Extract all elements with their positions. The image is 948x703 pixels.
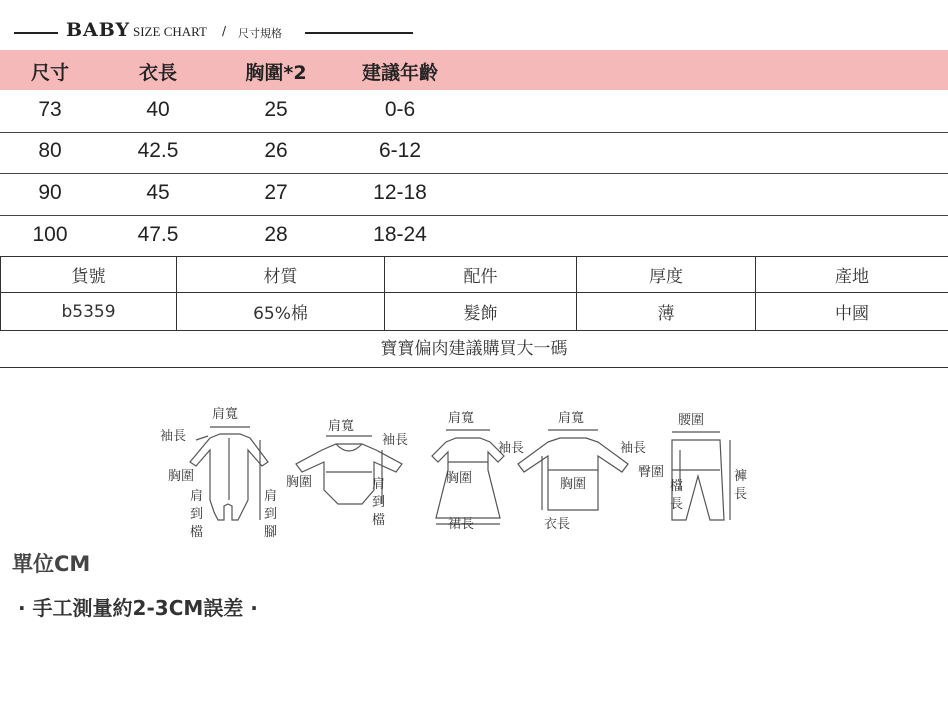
cell-size: 80	[38, 139, 62, 162]
dress-shoulder-label: 肩寬	[448, 411, 475, 426]
title-brand: BABY	[66, 19, 131, 41]
pants-waist-label: 腰圍	[678, 413, 705, 428]
cell-length: 47.5	[137, 223, 179, 246]
title-rule-left	[14, 32, 58, 34]
cell-age: 0-6	[384, 98, 416, 121]
info-header-origin: 產地	[756, 257, 948, 293]
romper-chest-label: 胸圍	[168, 469, 195, 484]
cell-size: 90	[38, 181, 62, 204]
romper-crotch-label-3: 檔	[190, 525, 204, 540]
info-header-accessory: 配件	[385, 257, 577, 293]
dress-sleeve-label: 袖長	[498, 441, 525, 456]
bodysuit-sleeve-label: 袖長	[382, 433, 409, 448]
dress-length-label: 裙長	[448, 517, 475, 532]
pants-length-label-1: 褲	[734, 469, 748, 484]
title-subtitle: SIZE CHART	[133, 24, 207, 39]
header-age: 建議年齡	[361, 62, 439, 84]
cell-length: 42.5	[137, 139, 179, 162]
romper-foot-label-2: 到	[264, 507, 278, 522]
bodysuit-crotch-label-1: 肩	[372, 477, 386, 492]
top-sleeve-label: 袖長	[620, 441, 647, 456]
info-header-row	[1, 257, 948, 293]
romper-crotch-label-1: 肩	[190, 489, 204, 504]
pants-hip-label: 臀圍	[638, 465, 665, 480]
product-info-table	[0, 256, 948, 331]
cell-size: 100	[32, 223, 68, 246]
pants-length-label-2: 長	[734, 487, 748, 502]
cell-size: 73	[38, 98, 62, 121]
cell-length: 45	[146, 181, 170, 204]
cell-age: 6-12	[378, 139, 422, 162]
info-origin: 中國	[756, 293, 948, 331]
bodysuit-crotch-label-3: 檔	[372, 513, 386, 528]
info-header-thickness: 厚度	[577, 257, 756, 293]
size-table-header	[0, 50, 948, 90]
info-header-material: 材質	[177, 257, 385, 293]
top-shoulder-label: 肩寬	[558, 411, 585, 426]
title-separator: /	[222, 24, 227, 38]
info-value-row	[1, 293, 948, 331]
header-chest: 胸圍*2	[245, 62, 307, 84]
dress-chest-label: 胸圍	[446, 471, 473, 486]
bodysuit-crotch-label-2: 到	[372, 495, 386, 510]
measurement-diagrams	[150, 400, 770, 550]
romper-foot-label-3: 腳	[264, 525, 278, 540]
unit-note: 單位CM	[12, 552, 91, 576]
bodysuit-shoulder-label: 肩寬	[328, 419, 355, 434]
romper-foot-label-1: 肩	[264, 489, 278, 504]
table-row	[0, 90, 948, 133]
pants-rise-label-2: 長	[670, 497, 684, 512]
cell-chest: 26	[264, 139, 288, 162]
table-row	[0, 173, 948, 216]
info-material: 65%棉	[177, 293, 385, 331]
cell-chest: 25	[264, 98, 288, 121]
cell-age: 12-18	[373, 181, 427, 204]
info-header-item-no: 貨號	[1, 257, 177, 293]
bodysuit-chest-label: 胸圍	[286, 475, 313, 490]
title-rule-right	[305, 32, 413, 34]
header-length: 衣長	[138, 62, 178, 84]
romper-crotch-label-2: 到	[190, 507, 204, 522]
chart-title	[0, 14, 948, 50]
table-row	[0, 131, 948, 174]
top-diagram	[518, 430, 628, 510]
top-length-label: 衣長	[544, 517, 571, 532]
cell-chest: 28	[264, 223, 288, 246]
romper-shoulder-label: 肩寬	[212, 407, 239, 422]
measurement-error-note: · 手工測量約2-3CM誤差 ·	[18, 596, 258, 620]
top-chest-label: 胸圍	[560, 477, 587, 492]
header-size: 尺寸	[30, 62, 70, 84]
sizing-advice: 寶寶偏肉建議購買大一碼	[0, 331, 948, 368]
info-thickness: 薄	[577, 293, 756, 331]
title-subtitle-zh: 尺寸規格	[238, 27, 282, 40]
cell-chest: 27	[264, 181, 288, 204]
pants-rise-label-1: 檔	[670, 479, 684, 494]
romper-sleeve-label: 袖長	[160, 429, 187, 444]
table-row	[0, 215, 948, 257]
info-item-no: b5359	[1, 293, 177, 331]
info-accessory: 髮飾	[385, 293, 577, 331]
cell-length: 40	[146, 98, 170, 121]
cell-age: 18-24	[373, 223, 427, 246]
